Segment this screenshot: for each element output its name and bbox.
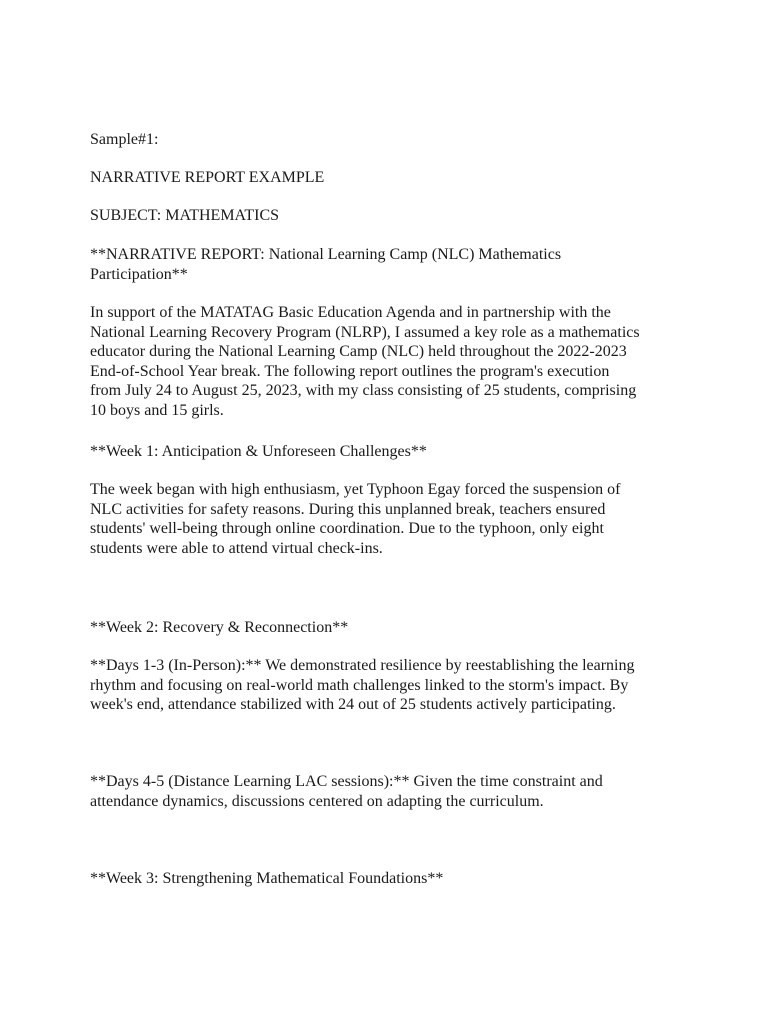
intro-line: 10 boys and 15 girls. <box>90 401 224 419</box>
subject-heading: SUBJECT: MATHEMATICS <box>90 207 280 224</box>
report-type-heading: NARRATIVE REPORT EXAMPLE <box>90 169 325 186</box>
week1-paragraph <box>90 480 680 558</box>
report-title-line: Participation** <box>90 265 188 283</box>
week1-line: students were able to attend virtual check-ins. <box>90 539 383 557</box>
week2-heading: **Week 2: Recovery & Reconnection** <box>90 619 349 636</box>
week2-days13-line: **Days 1-3 (In-Person):** We demonstrated resilience by reestablishing the learning <box>90 657 635 674</box>
report-title <box>90 245 680 284</box>
week2-days13-paragraph <box>90 656 680 715</box>
intro-line: from July 24 to August 25, 2023, with my class consisting of 25 students, comprising <box>90 382 637 399</box>
sample-label: Sample#1: <box>90 131 159 148</box>
week2-days45-paragraph <box>90 772 680 811</box>
week1-heading: **Week 1: Anticipation & Unforeseen Challenges** <box>90 443 427 460</box>
week2-days13-line: rhythm and focusing on real-world math challenges linked to the storm's impact. By <box>90 676 629 694</box>
intro-paragraph <box>90 303 680 420</box>
week2-days45-line: attendance dynamics, discussions centered on adapting the curriculum. <box>90 792 544 810</box>
intro-line: National Learning Recovery Program (NLRP), I assumed a key role as a mathematics <box>90 323 640 341</box>
week1-line: students' well-being through online coordination. Due to the typhoon, only eight <box>90 520 604 537</box>
intro-line: educator during the National Learning Camp (NLC) held throughout the 2022-2023 <box>90 343 627 360</box>
week1-line: The week began with high enthusiasm, yet Typhoon Egay forced the suspension of <box>90 481 621 498</box>
week2-days13-line: week's end, attendance stabilized with 24 out of 25 students actively participating. <box>90 696 616 713</box>
week3-heading: **Week 3: Strengthening Mathematical Foundations** <box>90 870 444 887</box>
week1-line: NLC activities for safety reasons. During this unplanned break, teachers ensured <box>90 500 606 518</box>
intro-line: End-of-School Year break. The following report outlines the program's execution <box>90 362 610 380</box>
intro-line: In support of the MATATAG Basic Education Agenda and in partnership with the <box>90 304 611 321</box>
week2-days45-line: **Days 4-5 (Distance Learning LAC sessions):** Given the time constraint and <box>90 773 603 790</box>
report-title-line: **NARRATIVE REPORT: National Learning Camp (NLC) Mathematics <box>90 246 562 263</box>
